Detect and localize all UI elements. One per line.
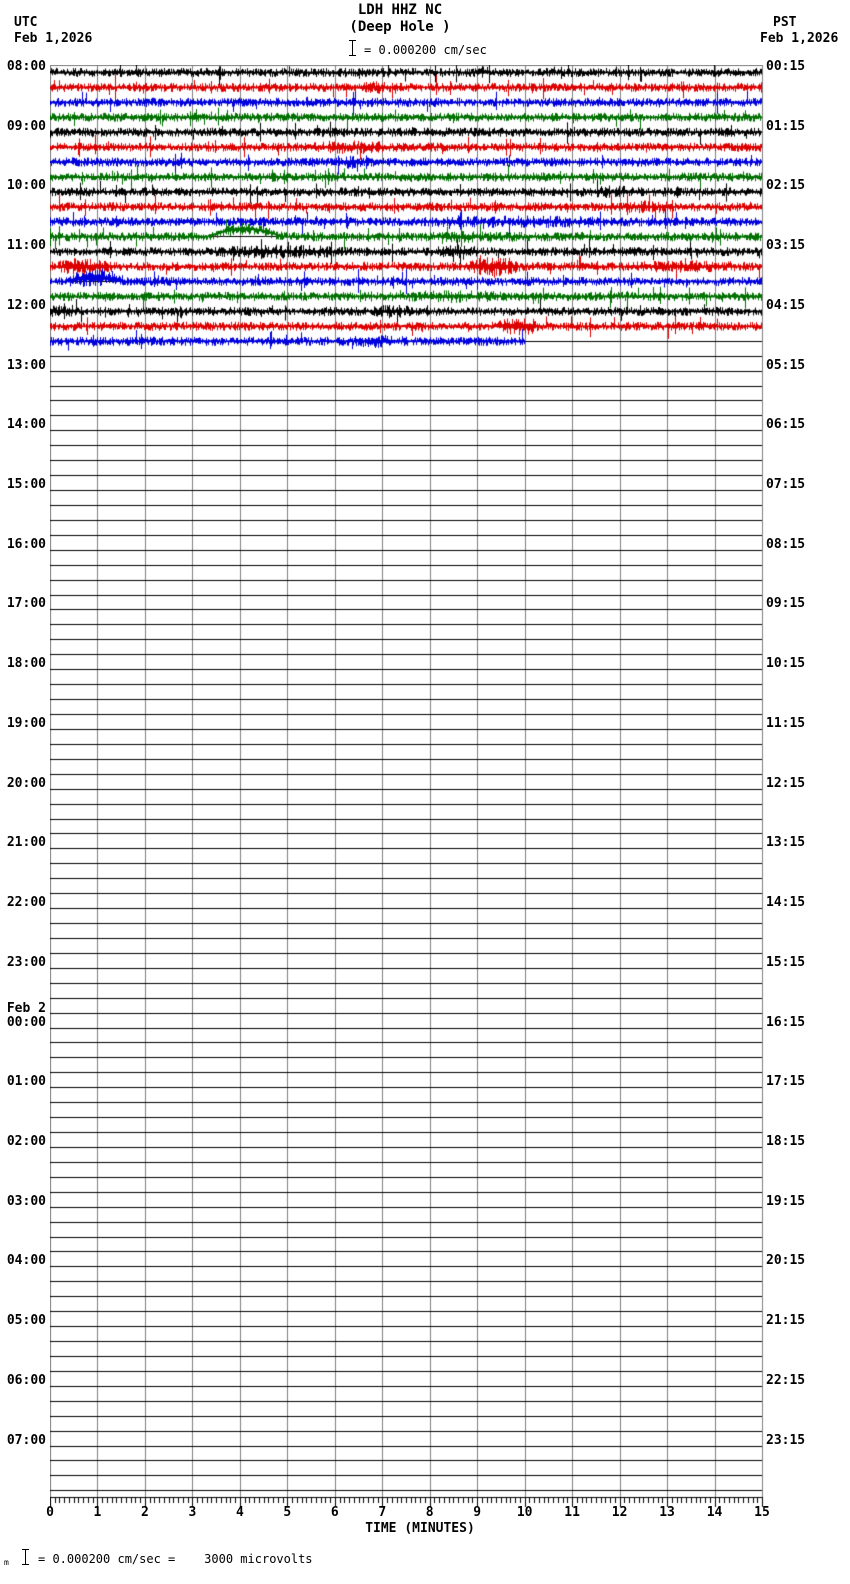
right-timezone-label: PST [773, 15, 797, 30]
x-tick-label: 5 [283, 1505, 292, 1520]
pst-hour-label: 18:15 [766, 1133, 806, 1149]
pst-hour-label: 17:15 [766, 1074, 806, 1090]
utc-hour-label: 21:00 [6, 835, 46, 851]
pst-hour-label: 07:15 [766, 477, 806, 493]
utc-hour-label: 22:00 [6, 895, 46, 911]
utc-hour-label: 12:00 [6, 297, 46, 313]
utc-hour-label: 00:00 [6, 1014, 46, 1030]
x-tick-label: 10 [516, 1505, 533, 1520]
utc-hour-label: 02:00 [6, 1133, 46, 1149]
x-tick-label: 8 [425, 1505, 434, 1520]
scale-text: = 0.000200 cm/sec [364, 43, 487, 57]
utc-hour-label: 11:00 [6, 238, 46, 254]
utc-hour-label: 14:00 [6, 417, 46, 433]
utc-hour-label: 13:00 [6, 357, 46, 373]
left-date-label: Feb 1,2026 [14, 31, 93, 46]
utc-hour-label: 16:00 [6, 536, 46, 552]
x-tick-label: 11 [564, 1505, 580, 1520]
utc-hour-label: 05:00 [6, 1313, 46, 1329]
pst-hour-label: 01:15 [766, 118, 806, 134]
date-break-label: Feb 2 [6, 1000, 46, 1016]
utc-hour-label: 09:00 [6, 118, 46, 134]
pst-hour-label: 05:15 [766, 357, 806, 373]
pst-hour-label: 14:15 [766, 895, 806, 911]
x-tick-label: 3 [188, 1505, 197, 1520]
x-axis-title: TIME (MINUTES) [365, 1521, 475, 1536]
pst-hour-label: 20:15 [766, 1253, 806, 1269]
pst-hour-label: 23:15 [766, 1432, 806, 1448]
x-tick-label: 13 [659, 1505, 675, 1520]
pst-hour-label: 11:15 [766, 715, 806, 731]
utc-hour-label: 07:00 [6, 1432, 46, 1448]
utc-hour-label: 15:00 [6, 477, 46, 493]
pst-hour-label: 22:15 [766, 1372, 806, 1388]
scale-bar-icon [349, 40, 356, 56]
pst-hour-label: 09:15 [766, 596, 806, 612]
pst-hour-label: 03:15 [766, 238, 806, 254]
pst-hour-label: 21:15 [766, 1313, 806, 1329]
pst-hour-label: 06:15 [766, 417, 806, 433]
pst-hour-label: 00:15 [766, 59, 806, 74]
footer-scale-prefix: m [4, 1558, 9, 1567]
pst-hour-label: 10:15 [766, 656, 806, 672]
pst-hour-label: 02:15 [766, 178, 806, 194]
x-tick-label: 15 [754, 1505, 770, 1520]
right-date-label: Feb 1,2026 [760, 31, 839, 46]
x-tick-label: 6 [330, 1505, 339, 1520]
x-tick-label: 4 [235, 1505, 244, 1520]
pst-hour-label: 08:15 [766, 536, 806, 552]
utc-hour-label: 18:00 [6, 656, 46, 672]
x-tick-label: 9 [473, 1505, 482, 1520]
pst-hour-label: 16:15 [766, 1014, 806, 1030]
pst-hour-label: 15:15 [766, 954, 806, 970]
pst-hour-label: 04:15 [766, 297, 806, 313]
footer-scale-text: = 0.000200 cm/sec = 3000 microvolts [38, 1552, 313, 1566]
x-tick-label: 14 [706, 1505, 723, 1520]
x-tick-label: 12 [611, 1505, 628, 1520]
utc-hour-label: 01:00 [6, 1074, 46, 1090]
pst-hour-label: 13:15 [766, 835, 806, 851]
utc-hour-label: 20:00 [6, 775, 46, 791]
x-tick-label: 2 [141, 1505, 149, 1520]
pst-hour-label: 19:15 [766, 1193, 806, 1209]
utc-hour-label: 03:00 [6, 1193, 46, 1209]
left-timezone-label: UTC [14, 15, 38, 30]
page-subtitle: (Deep Hole ) [349, 19, 451, 35]
utc-hour-label: 08:00 [6, 59, 46, 74]
footer-scale-bar-icon [22, 1549, 29, 1565]
helicorder-canvas [50, 65, 764, 1511]
x-tick-label: 1 [93, 1505, 102, 1520]
utc-hour-label: 04:00 [6, 1253, 46, 1269]
x-tick-label: 0 [46, 1505, 54, 1520]
x-tick-label: 7 [378, 1505, 387, 1520]
utc-hour-label: 19:00 [6, 715, 46, 731]
utc-hour-label: 10:00 [6, 178, 46, 194]
utc-hour-label: 17:00 [6, 596, 46, 612]
page-title: LDH HHZ NC [357, 2, 443, 18]
utc-hour-label: 23:00 [6, 954, 46, 970]
pst-hour-label: 12:15 [766, 775, 806, 791]
utc-hour-label: 06:00 [6, 1372, 46, 1388]
